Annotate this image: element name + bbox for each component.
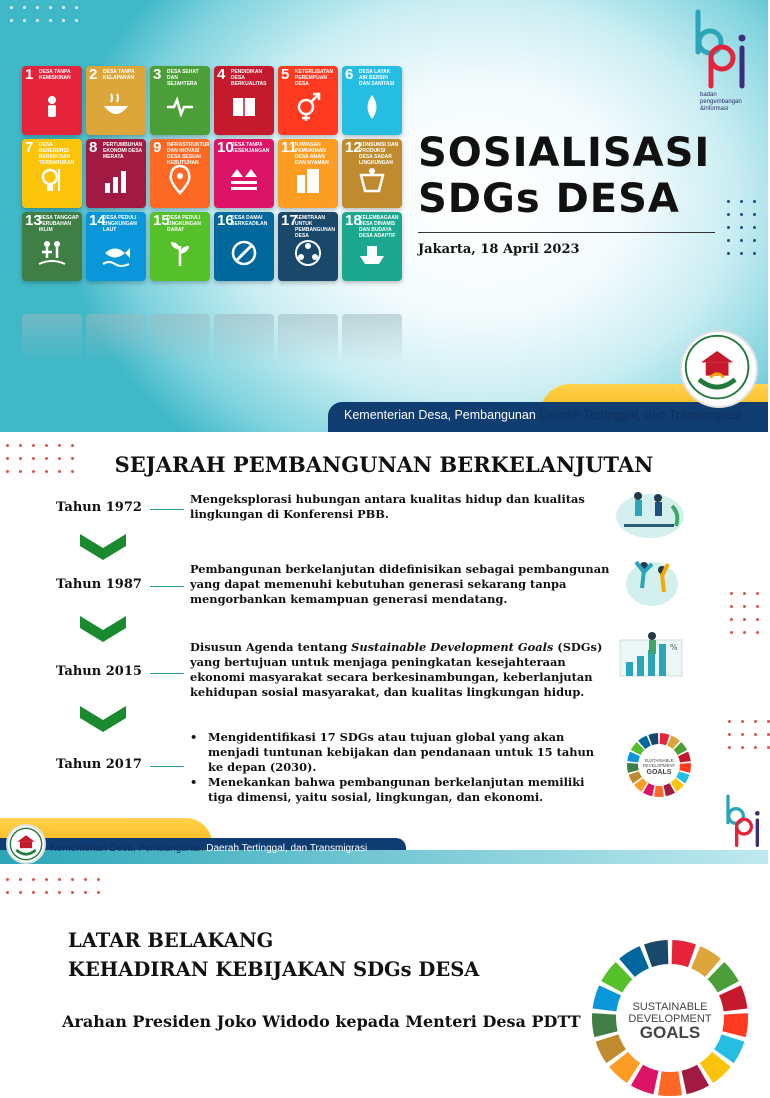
sdg-label: KETERLIBATAN PEREMPUAN DESA — [295, 69, 334, 87]
sdg-wheel-icon — [590, 938, 750, 1098]
sdg-number: 3 — [153, 66, 162, 83]
svg-text:DEVELOPMENT: DEVELOPMENT — [628, 1013, 712, 1025]
meeting-people-icon — [610, 486, 686, 542]
sdg-label: DESA PEDULI LINGKUNGAN LAUT — [103, 215, 137, 233]
family-icon — [37, 92, 67, 122]
timeline-year: Tahun 2015 — [56, 664, 142, 679]
sdg-tile-18 — [342, 212, 402, 281]
wheel-segment — [722, 1013, 748, 1037]
sdg-tile-10 — [214, 139, 274, 208]
bpi-logo-icon — [724, 788, 764, 852]
svg-text:SUSTAINABLE: SUSTAINABLE — [632, 1001, 708, 1013]
sdg-number: 13 — [25, 212, 42, 229]
svg-text:DEVELOPMENT: DEVELOPMENT — [642, 763, 676, 768]
sdg-label: DESA BERENERGI BERSIH DAN TERBARUKAN — [39, 142, 75, 166]
wheel-segment — [627, 763, 639, 773]
fish-icon — [101, 238, 131, 268]
sdg-number: 15 — [153, 212, 170, 229]
sdg-tile-3 — [150, 66, 210, 135]
buildings-icon — [293, 165, 323, 195]
location-pin-icon — [165, 165, 195, 195]
sdg-number: 11 — [281, 139, 297, 156]
background-slide — [0, 872, 768, 1042]
sdg-label: KAWASAN PEMUKIMAN DESA AMAN DAN NYAMAN — [295, 142, 329, 166]
sdg-tile-8 — [86, 139, 146, 208]
sdg-tile-6 — [342, 66, 402, 135]
title-line-2: SDGs DESA — [418, 176, 680, 222]
title-line-1: SOSIALISASI — [418, 130, 711, 176]
event-date: Jakarta, 18 April 2023 — [418, 242, 580, 257]
wheel-segment — [654, 786, 664, 797]
sdg-tile-4 — [214, 66, 274, 135]
sdg-label: DESA DAMAI BERKEADILAN — [231, 215, 268, 227]
wheel-segment — [592, 1013, 618, 1037]
bpi-logo-text: badan pengembangan &informasi — [700, 92, 742, 112]
decorative-dots — [10, 6, 78, 22]
sdg-wheel-icon — [626, 732, 692, 798]
timeline-description: Mengeksplorasi hubungan antara kualitas hidup dan kualitas lingkungan di Konferensi PBB. — [190, 492, 585, 521]
timeline-description — [190, 730, 610, 805]
ship-icon — [357, 238, 387, 268]
bowl-icon — [101, 92, 131, 122]
sdg-label: DESA PEDULI LINGKUNGAN DARAT — [167, 215, 201, 233]
sdg-tile-16 — [214, 212, 274, 281]
decorative-dots — [727, 200, 756, 255]
partnership-icon — [293, 238, 323, 268]
slide-title: SEJARAH PEMBANGUNAN BERKELANJUTAN — [114, 452, 654, 477]
sdg-number: 17 — [281, 212, 298, 229]
list-item: • Mengidentifikasi 17 SDGs atau tujuan global yang akan menjadi tuntunan kebijakan dan pendanaan untuk 15 tahun ke depan (2030). — [190, 730, 610, 775]
sdg-tile-7 — [22, 139, 82, 208]
sdg-tile-13 — [22, 212, 82, 281]
sdg-number: 14 — [89, 212, 106, 229]
sdg-reflection — [22, 314, 402, 364]
sdg-label: KEMITRAAN UNTUK PEMBANGUNAN DESA — [295, 215, 335, 239]
ministry-name: Kementerian Desa, Pembangunan Daerah Tertinggal, dan Transmigrasi — [344, 408, 741, 422]
list-item: • Menekankan bahwa pembangunan berkelanjutan memiliki tiga dimensi, yaitu sosial, lingkungan, dan ekonomi. — [190, 775, 610, 805]
timeline-year: Tahun 2017 — [56, 757, 142, 772]
heartbeat-icon — [165, 92, 195, 122]
energy-icon — [37, 165, 67, 195]
title-line-2: KEHADIRAN KEBIJAKAN SDGs DESA — [68, 958, 480, 981]
wheel-segment — [679, 763, 691, 773]
climate-people-icon — [37, 238, 67, 268]
sdg-label: KONSUMSI DAN PRODUKSI DESA SADAR LINGKUNGAN — [359, 142, 399, 166]
svg-text:SUSTAINABLE: SUSTAINABLE — [644, 758, 674, 763]
svg-text:GOALS: GOALS — [639, 1023, 701, 1042]
decorative-dots — [730, 592, 759, 634]
svg-text:%: % — [670, 643, 678, 652]
sdg-label: DESA TANPA KESENJANGAN — [231, 142, 270, 154]
wheel-segment — [644, 940, 668, 967]
sdg-label: DESA SEHAT DAN SEJAHTERA — [167, 69, 199, 87]
sdg-tile-9 — [150, 139, 210, 208]
sdg-number: 2 — [89, 66, 98, 83]
title-line-1: LATAR BELAKANG — [68, 929, 274, 952]
sdg-label: KELEMBAGAAN DESA DINAMIS DAN BUDAYA DESA ADAPTIF — [359, 215, 399, 239]
peace-icon — [229, 238, 259, 268]
celebration-people-icon — [622, 554, 682, 608]
sdg-label: DESA TANPA KEMISKINAN — [39, 69, 71, 81]
sdg-tile-14 — [86, 212, 146, 281]
sdg-tile-11 — [278, 139, 338, 208]
timeline-connector — [150, 586, 184, 587]
sdg-tile-1 — [22, 66, 82, 135]
sdg-number: 1 — [25, 66, 34, 83]
sdg-tile-17 — [278, 212, 338, 281]
sdg-tile-15 — [150, 212, 210, 281]
sdg-number: 6 — [345, 66, 354, 83]
chevron-down-icon — [78, 704, 128, 734]
ministry-name: Kementerian Desa, Pembangunan Daerah Tertinggal, dan Transmigrasi — [50, 843, 368, 854]
equality-icon — [229, 165, 259, 195]
title-divider — [418, 232, 715, 233]
sdg-label: DESA LAYAK AIR BERSIH DAN SANITASI — [359, 69, 395, 87]
plant-icon — [165, 238, 195, 268]
timeline-connector — [150, 673, 184, 674]
history-slide — [0, 436, 768, 868]
sdg-number: 16 — [217, 212, 234, 229]
sdg-tile-2 — [86, 66, 146, 135]
wheel-segment — [658, 1071, 682, 1096]
kemendes-emblem-icon — [6, 824, 46, 864]
title-slide — [0, 0, 768, 432]
decorative-dots — [728, 720, 770, 749]
slide-subtitle: Arahan Presiden Joko Widodo kepada Menteri Desa PDTT — [62, 1012, 581, 1031]
sdg-label: DESA TANPA KELAPARAN — [103, 69, 135, 81]
growth-chart-icon — [612, 628, 690, 686]
timeline-description: Disusun Agenda tentang Sustainable Development Goals (SDGs) yang bertujuan untuk menjaga peningkatan kesejahteraan ekonomi masyarakat secara berkesinambungan, keberlanjutan kehidupan sosial masyarakat, dan kualitas lingkungan hidup. — [190, 640, 603, 699]
chevron-down-icon — [78, 532, 128, 562]
svg-text:GOALS: GOALS — [646, 769, 672, 776]
sdg-label: DESA TANGGAP PERUBAHAN IKLIM — [39, 215, 79, 233]
sdg-label: INFRASTRUKTUR DAN INOVASI DESA SESUAI KEBUTUHAN — [167, 142, 210, 166]
water-icon — [357, 92, 387, 122]
sdg-label: PERTUMBUHAN EKONOMI DESA MERATA — [103, 142, 143, 160]
sdg-number: 7 — [25, 139, 34, 156]
sdg-number: 5 — [281, 66, 290, 83]
chevron-down-icon — [78, 614, 128, 644]
sdg-number: 4 — [217, 66, 226, 83]
timeline-connector — [150, 509, 184, 510]
timeline-connector — [150, 766, 184, 767]
bpi-logo-icon — [692, 8, 752, 88]
book-icon — [229, 92, 259, 122]
sdg-number: 9 — [153, 139, 162, 156]
sdg-number: 12 — [345, 139, 362, 156]
sdg-desa-grid — [22, 66, 402, 281]
timeline-description: Pembangunan berkelanjutan didefinisikan sebagai pembangunan yang dapat memenuhi kebutuhan generasi sekarang tanpa mengorbankan kemampuan generasi mendatang. — [190, 562, 610, 606]
sdg-number: 10 — [217, 139, 234, 156]
growth-chart-icon — [101, 165, 131, 195]
sdg-label: PENDIDIKAN DESA BERKUALITAS — [231, 69, 267, 87]
sdg-tile-5 — [278, 66, 338, 135]
slide-title — [68, 926, 479, 984]
sdg-number: 18 — [345, 212, 362, 229]
sdg-number: 8 — [89, 139, 98, 156]
timeline-year: Tahun 1972 — [56, 500, 142, 515]
slide-title — [418, 130, 710, 222]
consumption-icon — [357, 165, 387, 195]
gender-icon — [293, 92, 323, 122]
sdg-tile-12 — [342, 139, 402, 208]
timeline-year: Tahun 1987 — [56, 577, 142, 592]
wheel-segment — [672, 940, 696, 967]
bpi-logo — [692, 8, 762, 112]
decorative-dots — [6, 878, 100, 894]
kemendes-emblem-icon — [680, 330, 758, 408]
